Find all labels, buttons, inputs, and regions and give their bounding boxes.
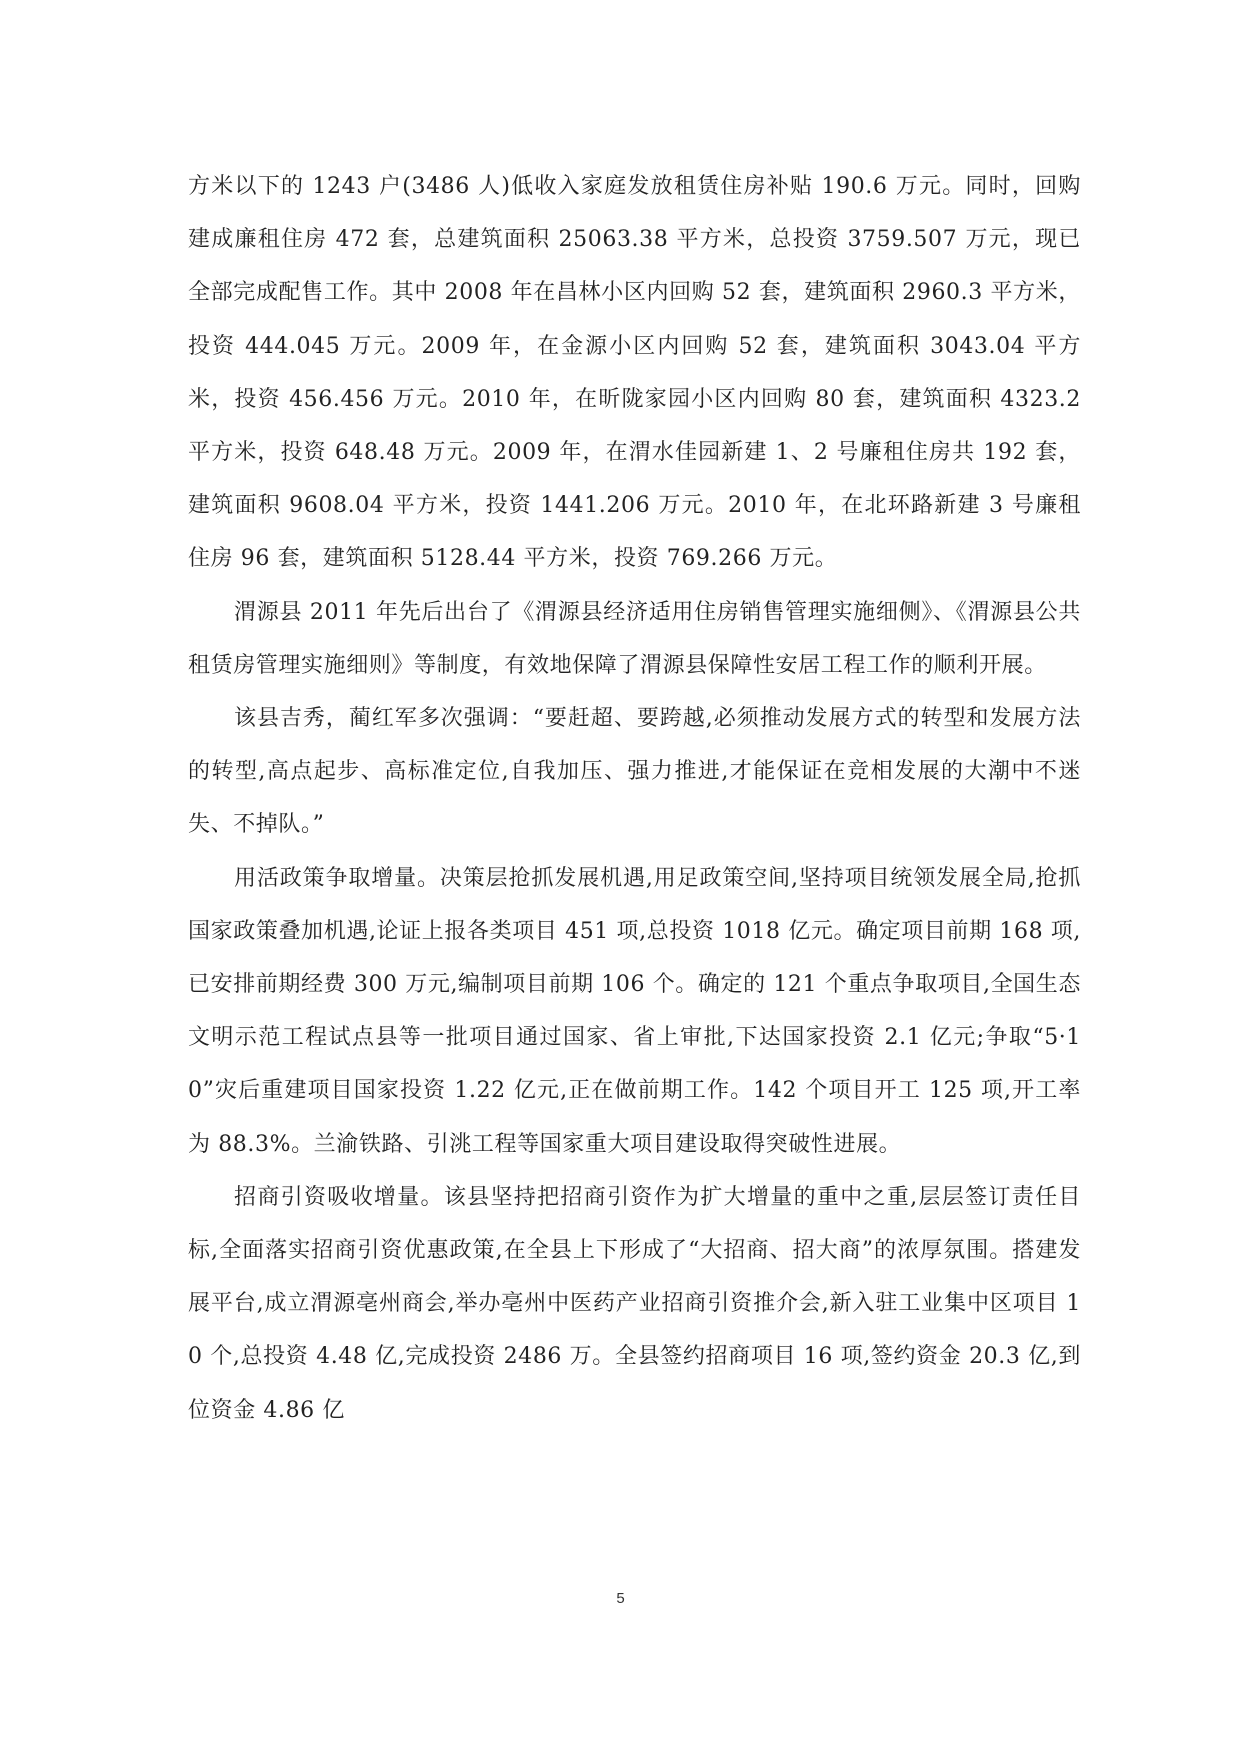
paragraph-housing-regulations: 渭源县 2011 年先后出台了《渭源县经济适用住房销售管理实施细侧》、《渭源县公共租赁房管理实施细则》等制度，有效地保障了渭源县保障性安居工程工作的顺利开展。 (188, 599, 1081, 678)
paragraph-leadership-quote: 该县吉秀，蔺红军多次强调：“要赶超、要跨越,必须推动发展方式的转型和发展方法的转型,高点起步、高标准定位,自我加压、强力推进,才能保证在竞相发展的大潮中不迷失、不掉队。” (188, 706, 1081, 838)
page-number: 5 (616, 1590, 625, 1607)
paragraph-investment-attraction: 招商引资吸收增量。该县坚持把招商引资作为扩大增量的重中之重,层层签订责任目标,全面落实招商引资优惠政策,在全县上下形成了“大招商、招大商”的浓厚氛围。搭建发展平台,成立渭源亳州商会,举办亳州中医药产业招商引资推介会,新入驻工业集中区项目 10 个,总投资 4.48 亿,完成投资 2486 万。全县签约招商项目 16 项,签约资金 20.3 亿,到位资金 4.86 亿 (188, 1184, 1081, 1423)
paragraph-housing-subsidy: 方米以下的 1243 户(3486 人)低收入家庭发放租赁住房补贴 190.6 万元。同时，回购建成廉租住房 472 套，总建筑面积 25063.38 平方米，总投资 3759.507 万元，现已全部完成配售工作。其中 2008 年在昌林小区内回购 52 套，建筑面积 2960.3 平方米，投资 444.045 万元。2009 年，在金源小区内回购 52 套，建筑面积 3043.04 平方米，投资 456.456 万元。2010 年，在昕陇家园小区内回购 80 套，建筑面积 4323.2 平方米，投资 648.48 万元。2009 年，在渭水佳园新建 1、2 号廉租住房共 192 套，建筑面积 9608.04 平方米，投资 1441.206 万元。2010 年，在北环路新建 3 号廉租住房 96 套，建筑面积 5128.44 平方米，投资 769.266 万元。 (188, 174, 1081, 572)
body-text (188, 160, 1081, 1437)
paragraph-policy-projects: 用活政策争取增量。决策层抢抓发展机遇,用足政策空间,坚持项目统领发展全局,抢抓国家政策叠加机遇,论证上报各类项目 451 项,总投资 1018 亿元。确定项目前期 168 项,已安排前期经费 300 万元,编制项目前期 106 个。确定的 121 个重点争取项目,全国生态文明示范工程试点县等一批项目通过国家、省上审批,下达国家投资 2.1 亿元;争取“5·10”灾后重建项目国家投资 1.22 亿元,正在做前期工作。142 个项目开工 125 项,开工率为 88.3%。兰渝铁路、引洮工程等国家重大项目建设取得突破性进展。 (188, 865, 1081, 1157)
